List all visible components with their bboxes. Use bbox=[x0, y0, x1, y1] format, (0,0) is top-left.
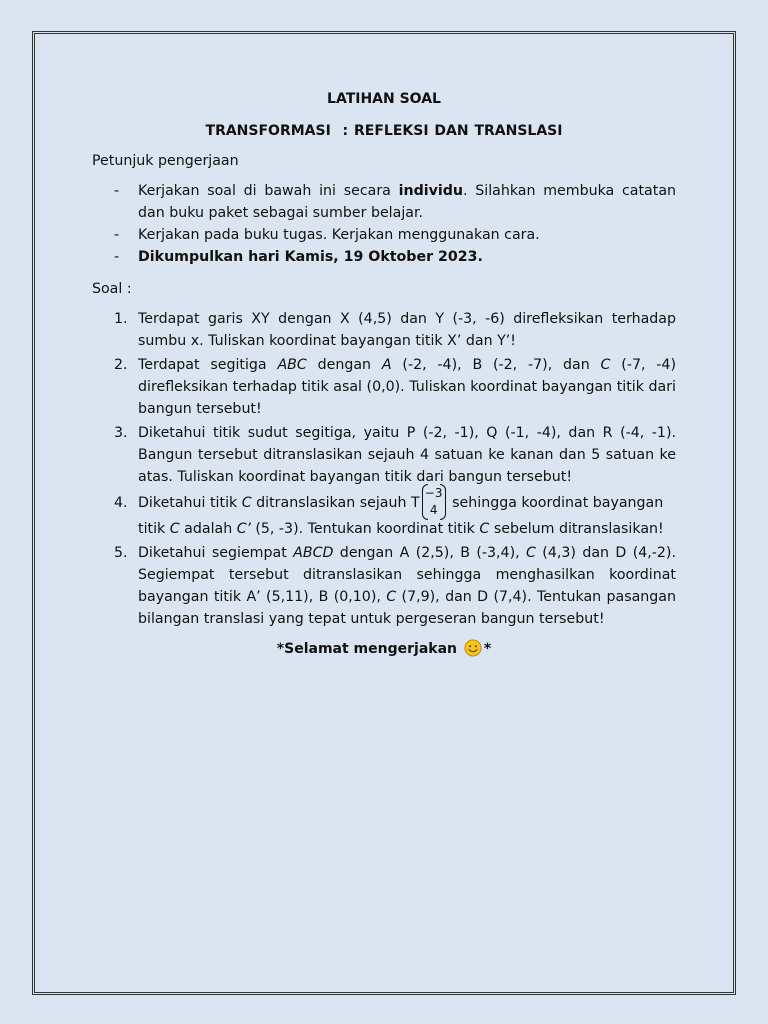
question-text: (-2, -4), B (-2, -7), dan bbox=[391, 357, 601, 373]
question-italic: A bbox=[381, 357, 392, 373]
question-italic: C bbox=[386, 589, 397, 605]
question-italic: ABCD bbox=[293, 545, 334, 561]
question-text: Terdapat segitiga bbox=[138, 357, 278, 373]
question-text: dengan A (2,5), B (-3,4), bbox=[333, 545, 526, 561]
closing-text: *Selamat mengerjakan bbox=[276, 641, 457, 657]
question-italic: C bbox=[526, 545, 536, 561]
page-subtitle: TRANSFORMASI : REFLEKSI DAN TRANSLASI bbox=[205, 123, 563, 139]
question-text: titik bbox=[138, 521, 170, 537]
bullet-dash: - bbox=[114, 249, 120, 265]
questions-list bbox=[92, 308, 676, 630]
translation-vector bbox=[422, 484, 446, 522]
vector-top: −3 bbox=[424, 486, 443, 500]
instruction-text: Kerjakan soal di bawah ini secara bbox=[138, 183, 399, 199]
question-text: Terdapat garis XY dengan X (4,5) dan Y (-3, -6) direfleksikan terhadap sumbu x. Tuliskan koordinat bayangan titik X’ dan Y’! bbox=[138, 311, 676, 349]
smiling-face-icon bbox=[464, 639, 482, 657]
question-italic: C bbox=[241, 495, 252, 511]
question-text: (5, -3). Tentukan koordinat titik bbox=[250, 521, 480, 537]
instruction-text: . Silahkan membuka catatan dan buku paket sebagai sumber belajar. bbox=[138, 183, 677, 221]
question-number: 1. bbox=[114, 311, 128, 327]
question-text: Diketahui titik bbox=[138, 495, 242, 511]
question-text: adalah bbox=[179, 521, 237, 537]
instruction-item bbox=[92, 246, 676, 268]
question-text: (-7, -4) direfleksikan terhadap titik asal (0,0). Tuliskan koordinat bayangan titik dari bangun tersebut! bbox=[138, 357, 676, 417]
question-text: (4,3) dan D (4,-2). Segiempat tersebut ditranslasikan sehingga menghasilkan koordinat bayangan titik A’ (5,11), B (0,10), bbox=[138, 545, 676, 605]
instruction-item bbox=[92, 224, 676, 246]
question-text: Diketahui segiempat bbox=[138, 545, 294, 561]
instructions-heading: Petunjuk pengerjaan bbox=[92, 153, 239, 169]
question-item bbox=[92, 354, 676, 420]
question-item bbox=[92, 422, 676, 488]
worksheet bbox=[92, 88, 676, 660]
question-text: Diketahui titik sudut segitiga, yaitu P (-2, -1), Q (-1, -4), dan R (-4, -1). Bangun tersebut ditranslasikan sejauh 4 satuan ke kanan dan 5 satuan ke atas. Tuliskan koordinat bayangan titik dari bangun tersebut! bbox=[138, 425, 676, 485]
instruction-text: Kerjakan pada buku tugas. Kerjakan menggunakan cara. bbox=[138, 227, 540, 243]
instruction-item bbox=[92, 180, 676, 224]
question-item bbox=[92, 486, 676, 540]
vector-bottom: 4 bbox=[429, 503, 438, 517]
bullet-dash: - bbox=[114, 183, 120, 199]
right-paren bbox=[440, 484, 446, 520]
bullet-dash: - bbox=[114, 227, 120, 243]
question-text: sehingga koordinat bayangan bbox=[447, 495, 664, 511]
question-text: dengan bbox=[306, 357, 382, 373]
questions-heading: Soal : bbox=[92, 281, 132, 297]
question-number: 4. bbox=[114, 495, 128, 511]
question-text: sebelum ditranslasikan! bbox=[489, 521, 664, 537]
question-text: ditranslasikan sejauh T bbox=[251, 495, 420, 511]
question-italic: C bbox=[169, 521, 180, 537]
question-number: 5. bbox=[114, 545, 128, 561]
closing-text: * bbox=[483, 641, 492, 657]
closing-message bbox=[92, 638, 676, 660]
page-title: LATIHAN SOAL bbox=[327, 91, 441, 107]
question-line bbox=[138, 518, 676, 540]
instruction-bold: individu bbox=[398, 183, 463, 199]
instructions-list bbox=[92, 180, 676, 268]
question-number: 3. bbox=[114, 425, 128, 441]
question-italic: C bbox=[479, 521, 490, 537]
question-item bbox=[92, 542, 676, 630]
question-italic: C bbox=[600, 357, 611, 373]
question-italic: ABC bbox=[277, 357, 307, 373]
question-number: 2. bbox=[114, 357, 128, 373]
question-italic: C’ bbox=[236, 521, 251, 537]
deadline-text: Dikumpulkan hari Kamis, 19 Oktober 2023. bbox=[138, 249, 483, 265]
question-item bbox=[92, 308, 676, 352]
question-text: (7,9), dan D (7,4). Tentukan pasangan bilangan translasi yang tepat untuk pergeseran bangun tersebut! bbox=[138, 589, 676, 627]
